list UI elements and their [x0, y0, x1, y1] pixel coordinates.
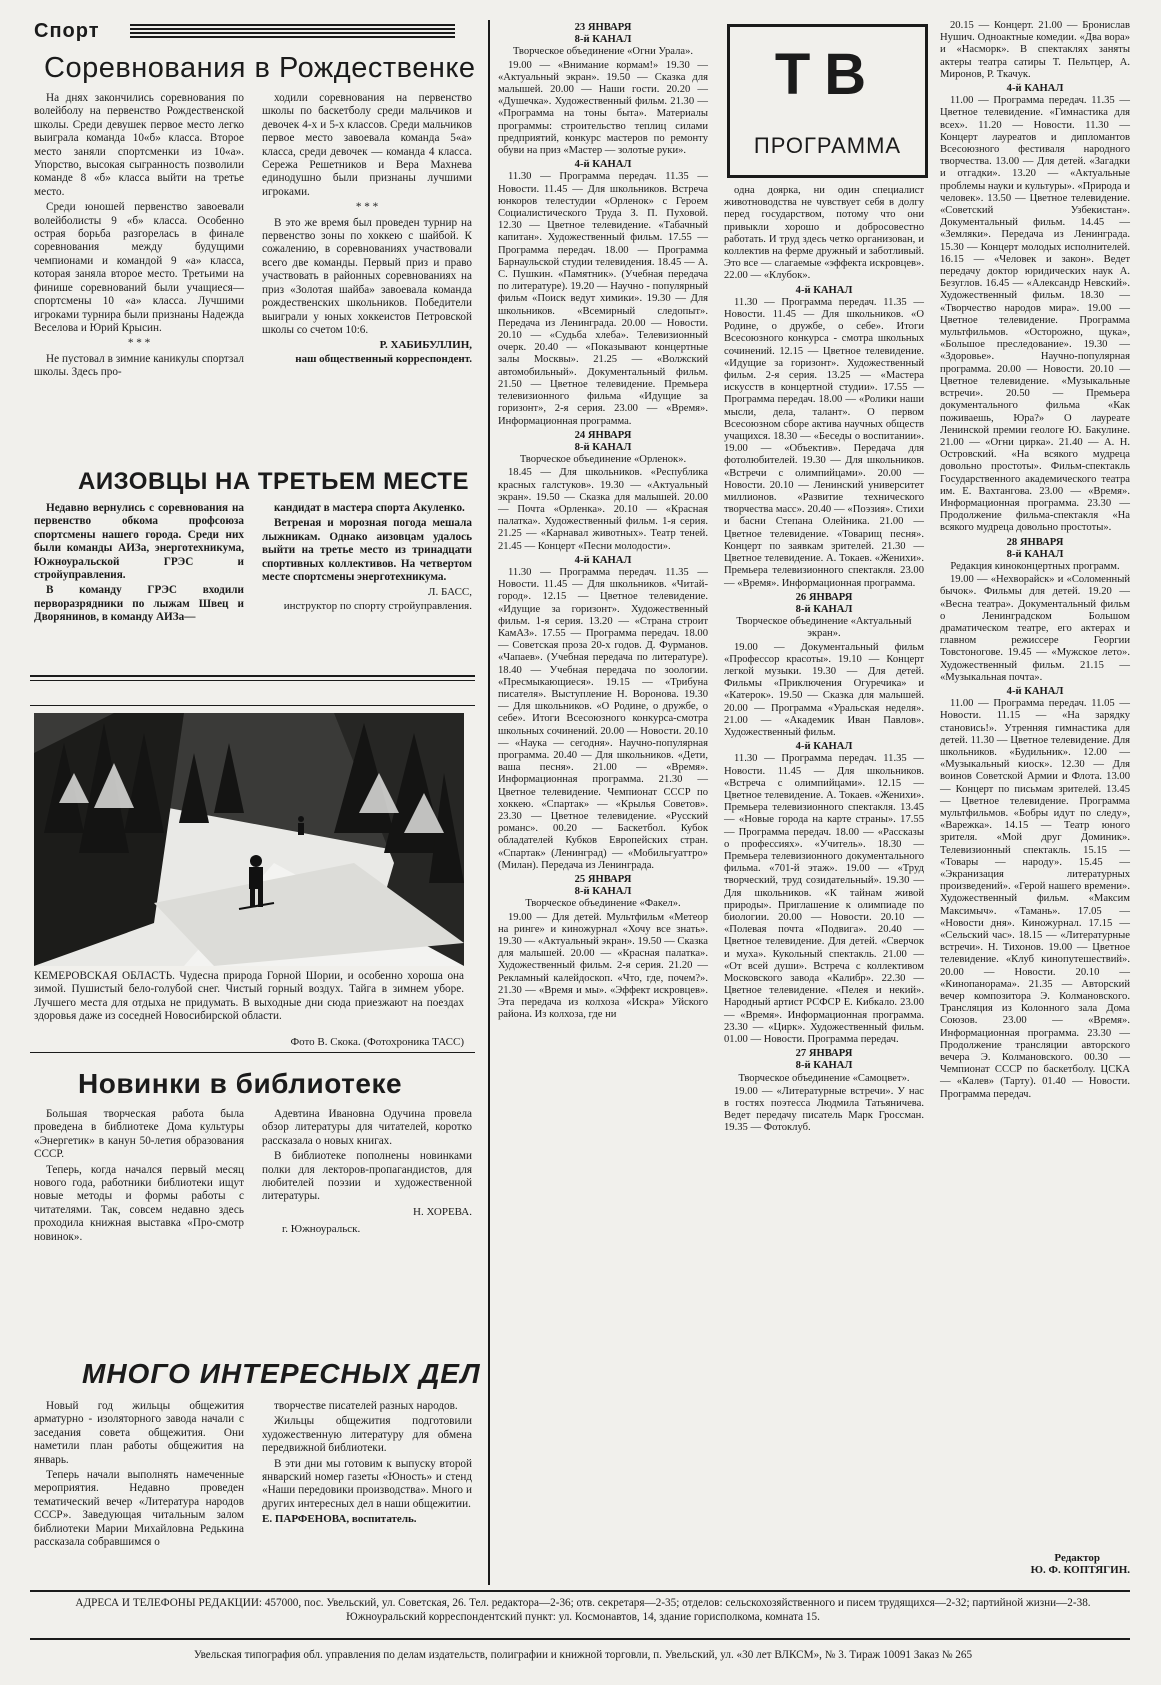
tv-program-listing: 11.30 — Программа передач. 11.35 — Новости. 11.45 — Для школьников. «Встреча с олимпийцами». 12.15 — Цветное телевидение. А. Токаев. «Женихи». Премьера телевизионного спектакля. 13.45 — «Новые города на карте страны». 17.55 — Программа передач. 18.00 — «Рассказы о профессиях». «Учитель». 18.30 — Премьера телевизионного документального фильма. «701-й этаж». 19.00 — «Труд творческий, труд созидательный». 19.30 — Для школьников. «К тайнам живой природы». Приглашение к олимпиаде по биологии. 20.00 — Новости. 20.10 — «Полевая почта «Подвига». 20.40 — Цветное телевидение. Для детей. «Сверчок и муха». Кукольный спектакль. 21.00 — «От всей души». Встреча с коллективом Московского завода «Калибр». 22.30 — Цветное телевидение. «Пелея и некий». Народный артист РСФСР Е. Кибкало. 23.00 — «Время». Информационная программа. 23.30 — «Цирк». Художественный фильм. 01.00 — Новости. Программа передач. [724, 753, 924, 1046]
footer-rule [30, 1638, 1130, 1640]
tv-program-listing: 18.45 — Для школьников. «Республика красных галстуков». 19.30 — «Актуальный экран». 19.50 — Сказка для малышей. 20.00 — Почта «Орленка». 20.10 — «Красная палатка». Художественный фильм. 1-я серия. 21.25 — «Карнавал животных». Театр теней. 21.45 — Концерт «Песни молодости». [498, 467, 708, 552]
tv-date-heading: 26 ЯНВАРЯ [795, 591, 853, 603]
section-label: Спорт [34, 20, 100, 42]
dormitory-col2 [262, 1400, 472, 1527]
article-paragraph: Среди юношей первенство завоевали волейболисты 9 «б» класса. Особенно острая борьба разгорелась в финале соревнования между будущими чемпионами и командой 9 «а» класса, которая заняла второе место. Третьими на финише соревнований были учащиеся—спортсмены 10 «а» класса. Лучшими игроками турнира были признаны Надежда Веселова и Юрий Крысин. [34, 201, 244, 334]
article-paragraph: Жильцы общежития подготовили художественную литературу для обмена передвижной библиотеки. [262, 1415, 472, 1455]
winter-forest-photo [34, 713, 464, 966]
section-header-stripes [130, 24, 455, 38]
tv-channel-heading: 8-й КАНАЛ [574, 34, 632, 46]
tv-channel-heading: 8-й КАНАЛ [795, 603, 853, 615]
stars-divider: * * * [127, 337, 151, 350]
article-paragraph: Не пустовал в зимние каникулы спортзал школы. Здесь про- [34, 352, 244, 379]
article-paragraph: Ветреная и морозная погода мешала лыжникам. Однако аизовцам удалось выйти на третье место из тринадцати спортивных коллективов. На четвертом месте спортсмены энерготехникума. [262, 517, 472, 584]
article-paragraph: В эти дни мы готовим к выпуску второй январский номер газеты «Юность» и стенд «Наши передовики производства». Много и других интересных дел в наши общежитии. [262, 1457, 472, 1510]
signature-name: Л. БАСС, [428, 586, 472, 599]
tv-editorial-heading: Редакция киноконцертных программ. [950, 560, 1120, 572]
tv-channel-heading: 4-й КАНАЛ [1006, 685, 1064, 697]
aizovtsy-col1 [34, 502, 244, 627]
tv-channel-heading: 8-й КАНАЛ [1006, 548, 1064, 560]
tv-program-listing: 11.30 — Программа передач. 11.35 — Новости. 11.45 — Для школьников. Встреча юнкоров телестудии «Орленок» с Героем Социалистического Труда З. П. Пуховой. 12.30 — Цветное телевидение. «Табачный капитан». Художественный фильм. 17.55 — Программа передач. 18.00 — Программа Барнаульской студии телевидения. 18.45 — А. С. Пушкин. «Памятник». (Учебная передача по литературе). 19.20 — Научно - популярный фильм «Поиск ведут химики». 19.30 — Для школьников. «Всемирный следопыт». Передача из Ленинграда. 20.00 — Новости. 20.10 — «Судьба хлеба». Телевизионный очерк. 20.40 — «Показывают концертные залы Москвы». 21.25 — «Волжский автомобильный». Документальный фильм. 21.50 — Цветное телевидение. Премьера телевизионного фильма «Идущие за горизонт», 2-я серия. 23.00 — «Время». Информационная программа. [498, 171, 708, 427]
tv-box-subtitle: ПРОГРАММА [753, 133, 902, 158]
tv-editorial-heading: Творческое объединение «Огни Урала». [512, 46, 694, 58]
article-paragraph: Теперь начали выполнять намеченные мероприятия. Недавно проведен тематический вечер «Литература народов СССР». Заведующая читальным залом библиотеки Марии Михайловна Редькина рассказала собравшимся о [34, 1469, 244, 1549]
article-paragraph: В библиотеке пополнены новинками полки для лекторов-пропагандистов, для любителей поэзии и художественной литературы. [262, 1150, 472, 1203]
dormitory-col1 [34, 1400, 244, 1551]
article-paragraph: Большая творческая работа была проведена в библиотеке Дома культуры «Энергетик» в канун 50-летия образования СССР. [34, 1108, 244, 1161]
library-col1 [34, 1108, 244, 1246]
divider-rule [30, 680, 475, 681]
editor-label: Редактор [1054, 1552, 1100, 1564]
tv-program-listing: одна доярка, ни один специалист животноводства не чувствует себя в долгу перед государством, потому что они привыкли хорошо и добросовестно работать. И труд здесь четко организован, и коллектив на ферме дружный и заботливый. Это все — слагаемые «эффекта искровцев». 22.00 — «Клубок». [724, 185, 924, 282]
article-paragraph: В команду ГРЭС входили перворазрядники по лыжам Швец и Дворянинов, в команду АИЗа— [34, 584, 244, 624]
signature-role: инструктор по спорту стройуправления. [283, 599, 472, 612]
tv-date-heading: 24 ЯНВАРЯ [574, 429, 632, 441]
tv-box-title: ТВ [774, 42, 881, 107]
article-paragraph: Адевтина Ивановна Одучина провела обзор литературы для читателей, коротко рассказала о новых книгах. [262, 1108, 472, 1147]
editor-name: Ю. Ф. КОПТЯГИН. [1030, 1564, 1130, 1576]
tv-program-listing: 11.00 — Программа передач. 11.35 — Цветное телевидение. «Гимнастика для всех». 11.20 — Новости. 11.30 — Концерт лауреатов и дипломантов Всесоюзного фестиваля народного творчества. 13.00 — Для детей. «Загадки и отгадки». 13.20 — «Актуальные проблемы науки и культуры». «Природа и человек». 13.50 — Цветное телевидение. «Советский Узбекистан». Документальный фильм. 14.45 — «Земляки». Передача из Ленинграда. 15.30 — Концерт молодых исполнителей. 16.15 — «Человек и закон». Ведет передачу доктор юридических наук А. Безуглов. 16.45 — «Александр Невский». Художественный фильм. 18.30 — «Творчество народов мира». 19.00 — Цветное телевидение. Программа мультфильмов. «Осторожно, щука», «Большое преследование». 19.30 — «Здоровье». Научно-популярная программа. 20.00 — Новости. 20.10 — Цветное телевидение. «Музыкальные встречи». 20.50 — Премьера документального фильма «Как поживаешь, Юра?» О лауреате Ленинской премии геологе Ю. Бакулине. 21.00 — «Огни цирка». 21.40 — А. Н. Островский. «На всякого мудреца довольно простоты». Фильм-спектакль Государственного академического театра им. Е. Вахтангова. 23.00 — «Время». Информационная программа. 23.30 — Продолжение фильма-спектакля «На всякого мудреца довольно простоты». [940, 95, 1130, 534]
tv-program-listing: 11.30 — Программа передач. 11.35 — Новости. 11.45 — Для школьников. «О Родине, о дружбе, о себе». Итоги Всесоюзного конкурса - смотра школьных сочинений. 12.15 — Цветное телевидение. «Идущие за горизонт». Художественный фильм. 2-я серия. 13.25 — «Мастера искусств в концертной студии». 17.55 — Программа передач. 18.00 — «Ролики наши мысли, дела, талант». О первом Всесоюзном сборе актива научных обществ учащихся. 18.30 — «Беседы о воспитании». 19.00 — «Объектив». Передача для фотолюбителей. 19.30 — Для школьников. «Встречи с олимпийцами». 20.00 — Новости. 20.10 — Ленинский университет миллионов. «Развитие технического творчества масс». 20.40 — «Поэзия». Стихи и басни Степана Олейника. 21.00 — Цветное телевидение. «Товарищ песня». Концерт по заявкам зрителей. 21.30 — Цветное телевидение. А. Токаев. «Женихи». Премьера телевизионного спектакля. 23.00 — «Время». Информационная программа. [724, 296, 924, 589]
article-paragraph: На днях закончились соревнования по волейболу на первенство Рождественской школы. Среди девушек первое место легко выиграла команда 10«б» класса. Второе место заняли спортсменки из 10«а». Упорство, высокая сыгранность позволили команде 8 «б» класса выйти на третье место. [34, 92, 244, 198]
article-paragraph: творчестве писателей разных народов. [274, 1400, 458, 1412]
tv-program-listing: 19.00 — «Литературные встречи». У нас в гостях поэтесса Людмила Татьяничева. Ведет передачу писатель Марк Гроссман. 19.35 — Фотоклуб. [724, 1085, 924, 1134]
aizovtsy-col2 [262, 502, 472, 613]
tv-col3 [940, 20, 1130, 1103]
tv-program-listing: 11.00 — Программа передач. 11.05 — Новости. 11.15 — «На зарядку становись!». Утренняя гимнастика для детей. 11.30 — Цветное телевидение. Для школьников. «Будильник». 12.00 — «Музыкальный киоск». 12.30 — Для воинов Советской Армии и Флота. 13.00 — Концерт по письмам зрителей. 13.45 — Цветное телевидение. Программа мультфильмов. «Бобры идут по следу», «Варежка». 14.15 — Театр юного зрителя. «Мой друг Доминик». Телевизионный спектакль. 15.15 — «Товары — народу». 15.45 — «Экранизация литературных произведений». «Герой нашего времени». Художественный фильм. «Максим Максимыч». «Тамань». 17.05 — «Новости дня». Киножурнал. 17.15 — «Сельский час». 18.15 — «Литературные встречи». Н. Тихонов. 19.00 — Цветное телевидение. «Клуб кинопутешествий». 20.00 — Новости. 20.10 — «Кинопанорама». 21.35 — Авторский вечер композитора Э. Колмановского. Трансляция из Колонного зала Дома Союзов. 23.00 — «Время». Информационная программа. 23.30 — Продолжение трансляции авторского вечера Э. Колмановского. 00.30 — Чемпионат СССР по баскетболу. ЦСКА — «Калев» (Тарту). 01.40 — Новости. Программа передач. [940, 698, 1130, 1100]
article-paragraph: Новый год жильцы общежития арматурно - изоляторного завода начали с заседания совета общежития. Они наметили план работы общежития на январь. [34, 1400, 244, 1466]
aizovtsy-headline: АИЗОВЦЫ НА ТРЕТЬЕМ МЕСТЕ [78, 468, 469, 495]
article-paragraph: Недавно вернулись с соревнования на первенство обкома профсоюза спортсмены нашего города. Среди них были команды АИЗа, энерготехникума, Южноуральской ГРЭС и стройуправления. [34, 502, 244, 582]
tv-editorial-heading: Творческое объединение «Факел». [525, 898, 681, 910]
tv-program-listing: 20.15 — Концерт. 21.00 — Бронислав Нушич. Одноактные комедии. «Два вора» и «Насморк». В спектаклях заняты актеры театра сатиры Т. Пельтцер, А. Миронов, Р. Ткачук. [940, 20, 1130, 80]
signature-city: г. Южноуральск. [282, 1223, 361, 1236]
tv-channel-heading: 4-й КАНАЛ [795, 284, 853, 296]
signature-name: Е. ПАРФЕНОВА, воспитатель. [262, 1513, 417, 1526]
tv-col1 [498, 20, 708, 1023]
footer-printing: Увельская типография обл. управления по делам издательств, полиграфии и книжной торговли, п. Увельский, ул. «30 лет ВЛКСМ», № 3. Тираж 10091 Заказ № 265 [193, 1649, 973, 1661]
footer-rule [30, 1590, 1130, 1592]
sport-headline: Соревнования в Рождественке [44, 52, 476, 84]
article-paragraph: кандидат в мастера спорта Акуленко. [274, 502, 465, 514]
tv-channel-heading: 4-й КАНАЛ [574, 554, 632, 566]
tv-editorial-heading: Творческое объединение «Актуальный экран». [736, 616, 912, 640]
column-rule [488, 20, 490, 1585]
article-paragraph: ходили соревнования на первенство школы по баскетболу среди мальчиков и девочек 4-х и 5-х классов. Среди мальчиков первое место завоевала команда 5«а» класса, среди девочек — команда 4 класса. Сережа Решетников и Вера Махнева единодушно были признаны лучшими игроками. [262, 92, 472, 198]
library-headline: Новинки в библиотеке [78, 1068, 403, 1099]
editor-block [940, 1552, 1130, 1576]
tv-channel-heading: 4-й КАНАЛ [795, 741, 853, 753]
tv-date-heading: 23 ЯНВАРЯ [574, 22, 632, 33]
tv-date-heading: 27 ЯНВАРЯ [795, 1048, 853, 1060]
tv-program-listing: 19.00 — Документальный фильм «Профессор красоты». 19.10 — Концерт легкой музыки. 19.30 — Для детей. Фильмы «Приключения Огуречика» и «Катерок». 19.50 — Сказка для малышей. 20.00 — Программа «Уральская неделя». 21.00 — «Академик Иван Павлов». Художественный фильм. [724, 641, 924, 738]
stars-divider: * * * [355, 201, 379, 214]
tv-channel-heading: 4-й КАНАЛ [574, 159, 632, 171]
sport-col2 [262, 92, 472, 366]
photo-credit: Фото В. Скока. (Фотохроника ТАСС) [290, 1036, 464, 1048]
tv-program-listing: 19.00 — Для детей. Мультфильм «Метеор на ринге» и киножурнал «Хочу все знать». 19.30 — «Актуальный экран». 19.50 — Сказка для малышей. 20.00 — «Красная палатка». Художественный фильм. 2-я серия. 21.20 — Рекламный калейдоскоп. «Что, где, почем?». 21.30 — «Время и мы». «Эффект искровцев». Эта передача из колхоза «Искра» Уйского района. Из колхоза, где ни [498, 911, 708, 1021]
article-paragraph: Теперь, когда начался первый месяц нового года, работники библиотеки ищут новые методы и формы работы с читателями. Так, совсем недавно здесь проходила книжная выставка «Про-смотр новинок». [34, 1163, 244, 1243]
tv-date-heading: 25 ЯНВАРЯ [574, 874, 632, 886]
dormitory-headline: МНОГО ИНТЕРЕСНЫХ ДЕЛ [82, 1358, 481, 1389]
photo-caption: КЕМЕРОВСКАЯ ОБЛАСТЬ. Чудесна природа Горной Шории, и особенно хороша она зимой. Пушистый бело-голубой снег. Чистый горный воздух. Тайга в зимнем уборе. Лучшего места для отдыха не придумать. В выходные дни сюда приезжают на поездах здоровья даже из соседней Новосибирской области. [34, 970, 464, 1023]
tv-channel-heading: 8-й КАНАЛ [795, 1060, 853, 1072]
tv-channel-heading: 4-й КАНАЛ [1006, 83, 1064, 95]
photo-frame-bottom [30, 1052, 475, 1053]
library-col2 [262, 1108, 472, 1237]
tv-channel-heading: 8-й КАНАЛ [574, 886, 632, 898]
tv-channel-heading: 8-й КАНАЛ [574, 441, 632, 453]
signature-name: Р. ХАБИБУЛЛИН, [379, 339, 472, 352]
tv-program-listing: 11.30 — Программа передач. 11.35 — Новости. 11.45 — Для школьников. «Читай-город». 12.15 — Цветное телевидение. «Идущие за горизонт». Художественный фильм. 1-я серия. 13.20 — «Страна строит КамАЗ». 17.55 — Программа передач. 18.00 — Советская проза 20-х годов. Д. Фурманов. «Чапаев». (Учебная передача по литературе). 18.40 — Учебная передача по зоологии. «Пресмыкающиеся». 19.15 — «Трибуна писателя». Выступление Н. Воронова. 19.30 — Для школьников. «О Родине, о дружбе, о себе». Итоги Всесоюзного конкурса-смотра школьных сочинений. 20.00 — Новости. 20.10 — «Наука — сегодня». Научно-популярная программа. 20.40 — Для школьников. «Дети, ваша песня». 21.00 — «Время». Информационная программа. 21.30 — Цветное телевидение. Чемпионат СССР по хоккею. «Спартак» — «Крылья Советов». 23.30 — Цветное телевидение. «Русский романс». 00.20 — Баскетбол. Кубок обладателей Кубков Европейских стран. «Спартак» (Ленинград) — «Мобильгуаттро» (Милан). Передача из Ленинграда. [498, 566, 708, 871]
article-paragraph: В это же время был проведен турнир на первенство зоны по хоккею с шайбой. К сожалению, в соревнованиях участвовали всего две команды. Первый приз и право участвовать в районных соревнованиях на приз «Золотая шайба» завоевала команда рождественских школьников. Победители выиграли у юных хоккеистов Петровской школы со счетом 10:6. [262, 216, 472, 336]
tv-editorial-heading: Творческое объединение «Орленок». [519, 454, 687, 466]
photo-frame-top [30, 705, 475, 706]
signature-role: наш общественный корреспондент. [295, 352, 472, 365]
tv-col2 [724, 185, 924, 1137]
sport-col1 [34, 92, 244, 382]
footer-address: АДРЕСА И ТЕЛЕФОНЫ РЕДАКЦИИ: 457000, пос. Увельский, ул. Советская, 26. Тел. редактора—2-36; отв. секретаря—2-35; отделов: сельскохозяйственного и писем трудящихся—2-32; партийной жизни—2-38. Южноуральский корреспондентский пункт: ул. Космонавтов, 14, здание горисполкома, комната 15. [75, 1597, 1091, 1623]
tv-program-listing: 19.00 — «Нехворайск» и «Соломенный бычок». Фильмы для детей. 19.20 — «Весна театра». Документальный фильм о Ленинградском Большом драматическом театре, его актерах и главном режиссере Георгии Товстоногове. 19.45 — «Мужское лето». Художественный фильм. 21.15 — «Музыкальная почта». [940, 574, 1130, 683]
signature-name: Н. ХОРЕВА. [413, 1205, 472, 1218]
tv-program-box [727, 24, 928, 178]
divider-rule [30, 675, 475, 677]
tv-editorial-heading: Творческое объединение «Самоцвет». [738, 1072, 910, 1084]
tv-date-heading: 28 ЯНВАРЯ [1006, 536, 1064, 548]
tv-program-listing: 19.00 — «Внимание кормам!» 19.30 — «Актуальный экран». 19.50 — Сказка для малышей. 20.00 — Наши гости. 20.20 — «Душечка». Художественный фильм. 21.30 — «Программа на тоны быта». Материалы программы: строительство теплиц силами предприятий, конкурс мастеров по ремонту обуви на приз «Мастер — золотые руки». [498, 59, 708, 157]
